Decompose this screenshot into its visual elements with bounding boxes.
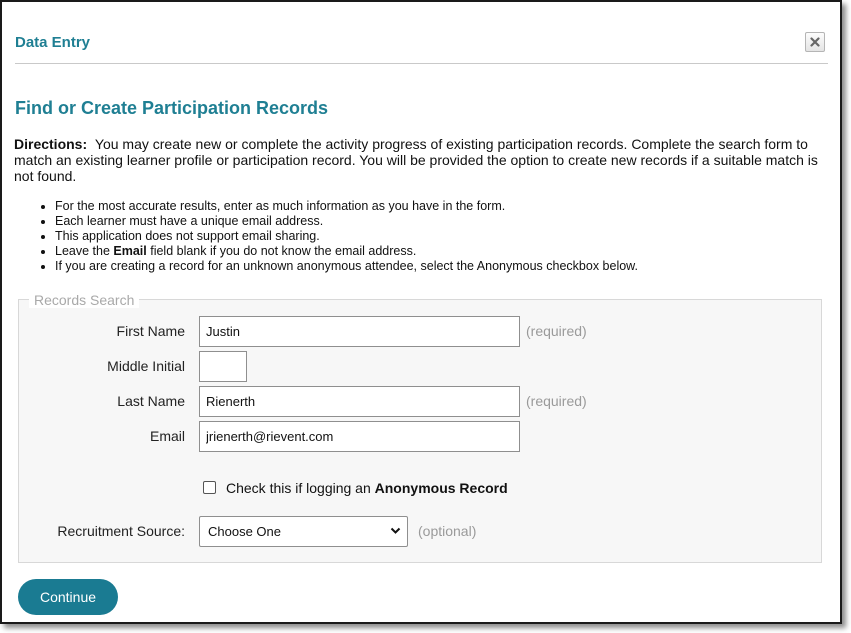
page-title: Find or Create Participation Records [15,98,329,118]
instructions-list [38,199,828,274]
records-search-fieldset [18,292,822,563]
first-name-required-hint: (required) [526,323,587,339]
directions-text [14,136,826,184]
recruitment-source-select[interactable] [199,516,408,547]
list-item: • Leave the Email field blank if you do not know the email address. [55,244,828,259]
recruitment-source-label: Recruitment Source: [57,523,185,539]
email-label: Email [149,428,185,444]
directions-label: Directions: [14,136,88,152]
dialog-titlebar [15,24,828,64]
recruitment-source-selected: Choose One [208,524,281,539]
close-button[interactable] [805,32,825,52]
list-item: • If you are creating a record for an unknown anonymous attendee, select the Anonymous checkbox below. [55,259,828,274]
continue-button[interactable]: Continue [18,579,118,615]
list-item: • For the most accurate results, enter as much information as you have in the form. [55,199,828,214]
last-name-input[interactable] [199,386,520,417]
close-icon [810,37,820,47]
records-search-legend: Records Search [29,292,139,308]
first-name-input[interactable] [199,316,520,347]
anonymous-checkbox[interactable] [203,481,216,494]
recruitment-optional-hint: (optional) [418,523,477,539]
directions-body: You may create new or complete the activity progress of existing participation records. Complete the search form to match an existing learner profile or participation record. You will be provided the option to create new records if a suitable match is not found. [14,136,818,184]
last-name-label: Last Name [117,393,185,409]
email-input[interactable] [199,421,520,452]
last-name-required-hint: (required) [526,393,587,409]
chevron-down-icon [390,527,401,535]
middle-initial-label: Middle Initial [107,358,185,374]
first-name-label: First Name [116,323,185,339]
dialog-title: Data Entry [15,34,91,51]
middle-initial-input[interactable] [199,351,247,382]
anonymous-checkbox-label[interactable]: Check this if logging an Anonymous Record [226,480,508,496]
list-item: • Each learner must have a unique email address. [55,214,828,229]
list-item: • This application does not support email sharing. [55,229,828,244]
